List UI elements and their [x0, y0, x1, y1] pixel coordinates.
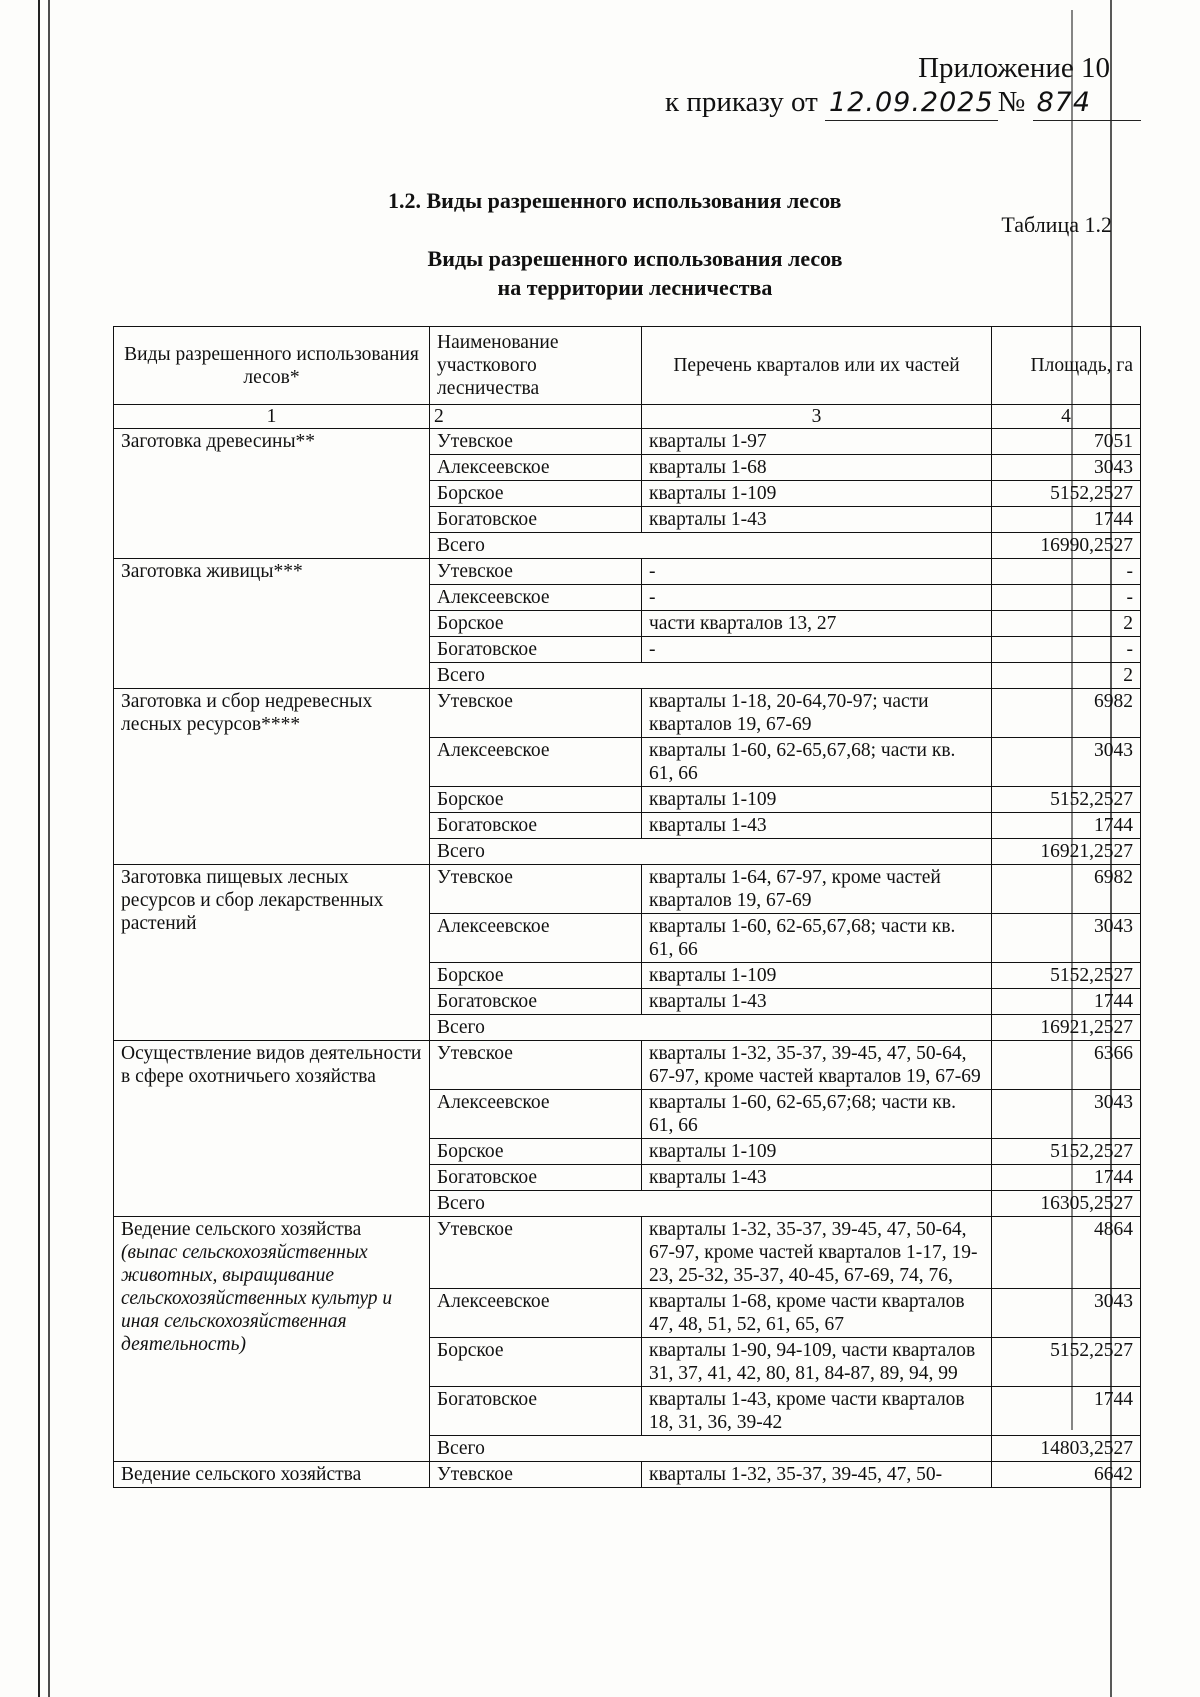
forestry-cell: Утевское — [430, 865, 642, 914]
quarters-cell: кварталы 1-97 — [642, 429, 992, 455]
area-cell: 3043 — [992, 455, 1141, 481]
table-row — [114, 1217, 1141, 1289]
column-header: Виды разрешенного использования лесов* — [114, 327, 430, 405]
column-header: Наименование участкового лесничества — [430, 327, 642, 405]
total-label: Всего — [430, 839, 992, 865]
forestry-cell: Утевское — [430, 429, 642, 455]
table-row — [114, 1462, 1141, 1488]
area-cell: 3043 — [992, 1090, 1141, 1139]
forestry-cell: Алексеевское — [430, 455, 642, 481]
quarters-cell: кварталы 1-90, 94-109, части кварталов 31, 37, 41, 42, 80, 81, 84-87, 89, 94, 99 — [642, 1338, 992, 1387]
quarters-cell: - — [642, 585, 992, 611]
area-cell: 5152,2527 — [992, 787, 1141, 813]
area-cell: - — [992, 585, 1141, 611]
quarters-cell: кварталы 1-109 — [642, 481, 992, 507]
quarters-cell: кварталы 1-68, кроме части кварталов 47, 48, 51, 52, 61, 65, 67 — [642, 1289, 992, 1338]
column-header: Площадь, га — [992, 327, 1141, 405]
area-cell: 7051 — [992, 429, 1141, 455]
table-row — [114, 865, 1141, 914]
quarters-cell: кварталы 1-32, 35-37, 39-45, 47, 50- — [642, 1462, 992, 1488]
column-number: 3 — [642, 405, 992, 429]
quarters-cell: - — [642, 559, 992, 585]
area-cell: 3043 — [992, 914, 1141, 963]
column-number: 4 — [992, 405, 1141, 429]
order-date: 12.09.2025 — [825, 86, 998, 121]
quarters-cell: кварталы 1-109 — [642, 963, 992, 989]
table-row — [114, 1041, 1141, 1090]
total-label: Всего — [430, 663, 992, 689]
table-row — [114, 429, 1141, 455]
quarters-cell: кварталы 1-64, 67-97, кроме частей кварталов 19, 67-69 — [642, 865, 992, 914]
quarters-cell: кварталы 1-109 — [642, 787, 992, 813]
quarters-cell: кварталы 1-43 — [642, 1165, 992, 1191]
quarters-cell: кварталы 1-68 — [642, 455, 992, 481]
forestry-cell: Борское — [430, 481, 642, 507]
quarters-cell: кварталы 1-32, 35-37, 39-45, 47, 50-64, 67-97, кроме частей кварталов 19, 67-69 — [642, 1041, 992, 1090]
order-reference — [665, 85, 1141, 121]
total-label: Всего — [430, 1191, 992, 1217]
forest-use-table — [113, 326, 1141, 1488]
table-row — [114, 689, 1141, 738]
area-cell: 6366 — [992, 1041, 1141, 1090]
forestry-cell: Богатовское — [430, 507, 642, 533]
quarters-cell: кварталы 1-60, 62-65,67,68; части кв. 61, 66 — [642, 914, 992, 963]
table-title — [0, 244, 1200, 302]
area-cell: 5152,2527 — [992, 1338, 1141, 1387]
use-type-cell: Заготовка пищевых лесных ресурсов и сбор лекарственных растений — [114, 865, 430, 1041]
table-header-row — [114, 327, 1141, 405]
forestry-cell: Утевское — [430, 1041, 642, 1090]
column-number: 2 — [430, 405, 642, 429]
area-cell: 6982 — [992, 689, 1141, 738]
total-label: Всего — [430, 1436, 992, 1462]
forestry-cell: Борское — [430, 963, 642, 989]
order-number: 874 — [1033, 86, 1141, 121]
forestry-cell: Алексеевское — [430, 914, 642, 963]
quarters-cell: кварталы 1-60, 62-65,67;68; части кв. 61, 66 — [642, 1090, 992, 1139]
quarters-cell: кварталы 1-43 — [642, 989, 992, 1015]
forestry-cell: Алексеевское — [430, 1090, 642, 1139]
forestry-cell: Борское — [430, 611, 642, 637]
total-area: 16921,2527 — [992, 1015, 1141, 1041]
column-number-row — [114, 405, 1141, 429]
area-cell: 1744 — [992, 507, 1141, 533]
area-cell: 6642 — [992, 1462, 1141, 1488]
area-cell: 6982 — [992, 865, 1141, 914]
area-cell: 2 — [992, 611, 1141, 637]
area-cell: - — [992, 559, 1141, 585]
forestry-cell: Алексеевское — [430, 1289, 642, 1338]
forestry-cell: Борское — [430, 1139, 642, 1165]
use-type-cell: Ведение сельского хозяйства — [114, 1462, 430, 1488]
use-type-cell — [114, 1217, 430, 1462]
area-cell: - — [992, 637, 1141, 663]
table-row — [114, 559, 1141, 585]
area-cell: 4864 — [992, 1217, 1141, 1289]
forestry-cell: Богатовское — [430, 1165, 642, 1191]
forestry-cell: Утевское — [430, 1217, 642, 1289]
use-type-cell: Заготовка и сбор недревесных лесных ресурсов**** — [114, 689, 430, 865]
forestry-cell: Богатовское — [430, 637, 642, 663]
area-cell: 5152,2527 — [992, 481, 1141, 507]
forestry-cell: Борское — [430, 787, 642, 813]
forestry-cell: Утевское — [430, 559, 642, 585]
forestry-cell: Алексеевское — [430, 585, 642, 611]
area-cell: 3043 — [992, 1289, 1141, 1338]
appendix-label: Приложение 10 — [918, 52, 1110, 84]
quarters-cell: кварталы 1-43 — [642, 813, 992, 839]
use-type-cell: Заготовка древесины** — [114, 429, 430, 559]
forestry-cell: Богатовское — [430, 1387, 642, 1436]
quarters-cell: кварталы 1-109 — [642, 1139, 992, 1165]
forestry-cell: Борское — [430, 1338, 642, 1387]
use-type-cell: Заготовка живицы*** — [114, 559, 430, 689]
quarters-cell: части кварталов 13, 27 — [642, 611, 992, 637]
quarters-cell: - — [642, 637, 992, 663]
total-label: Всего — [430, 533, 992, 559]
quarters-cell: кварталы 1-18, 20-64,70-97; части кварталов 19, 67-69 — [642, 689, 992, 738]
forestry-cell: Богатовское — [430, 813, 642, 839]
area-cell: 1744 — [992, 1165, 1141, 1191]
column-header: Перечень кварталов или их частей — [642, 327, 992, 405]
total-area: 16305,2527 — [992, 1191, 1141, 1217]
area-cell: 5152,2527 — [992, 963, 1141, 989]
order-number-sign: № — [997, 86, 1026, 118]
table-label: Таблица 1.2 — [1001, 212, 1112, 237]
area-cell: 1744 — [992, 813, 1141, 839]
total-area: 16990,2527 — [992, 533, 1141, 559]
forestry-cell: Богатовское — [430, 989, 642, 1015]
total-label: Всего — [430, 1015, 992, 1041]
order-prefix: к приказу от — [665, 86, 818, 118]
use-type-cell: Осуществление видов деятельности в сфере охотничьего хозяйства — [114, 1041, 430, 1217]
quarters-cell: кварталы 1-43 — [642, 507, 992, 533]
forestry-cell: Алексеевское — [430, 738, 642, 787]
area-cell: 1744 — [992, 1387, 1141, 1436]
forestry-cell: Утевское — [430, 689, 642, 738]
use-type-title: Ведение сельского хозяйства — [121, 1219, 362, 1240]
total-area: 16921,2527 — [992, 839, 1141, 865]
area-cell: 3043 — [992, 738, 1141, 787]
quarters-cell: кварталы 1-43, кроме части кварталов 18, 31, 36, 39-42 — [642, 1387, 992, 1436]
total-area: 2 — [992, 663, 1141, 689]
table-title-line-1: Виды разрешенного использования лесов — [427, 246, 843, 271]
area-cell: 5152,2527 — [992, 1139, 1141, 1165]
use-type-note: (выпас сельскохозяйственных животных, выращивание сельскохозяйственных культур и иная сельскохозяйственная деятельность) — [121, 1242, 393, 1355]
section-title: 1.2. Виды разрешенного использования лесов — [388, 188, 842, 213]
quarters-cell: кварталы 1-60, 62-65,67,68; части кв. 61, 66 — [642, 738, 992, 787]
area-cell: 1744 — [992, 989, 1141, 1015]
quarters-cell: кварталы 1-32, 35-37, 39-45, 47, 50-64, 67-97, кроме частей кварталов 1-17, 19-23, 25-32, 35-37, 40-45, 67-69, 74, 76, — [642, 1217, 992, 1289]
total-area: 14803,2527 — [992, 1436, 1141, 1462]
forestry-cell: Утевское — [430, 1462, 642, 1488]
table-title-line-2: на территории лесничества — [497, 275, 773, 300]
column-number: 1 — [114, 405, 430, 429]
